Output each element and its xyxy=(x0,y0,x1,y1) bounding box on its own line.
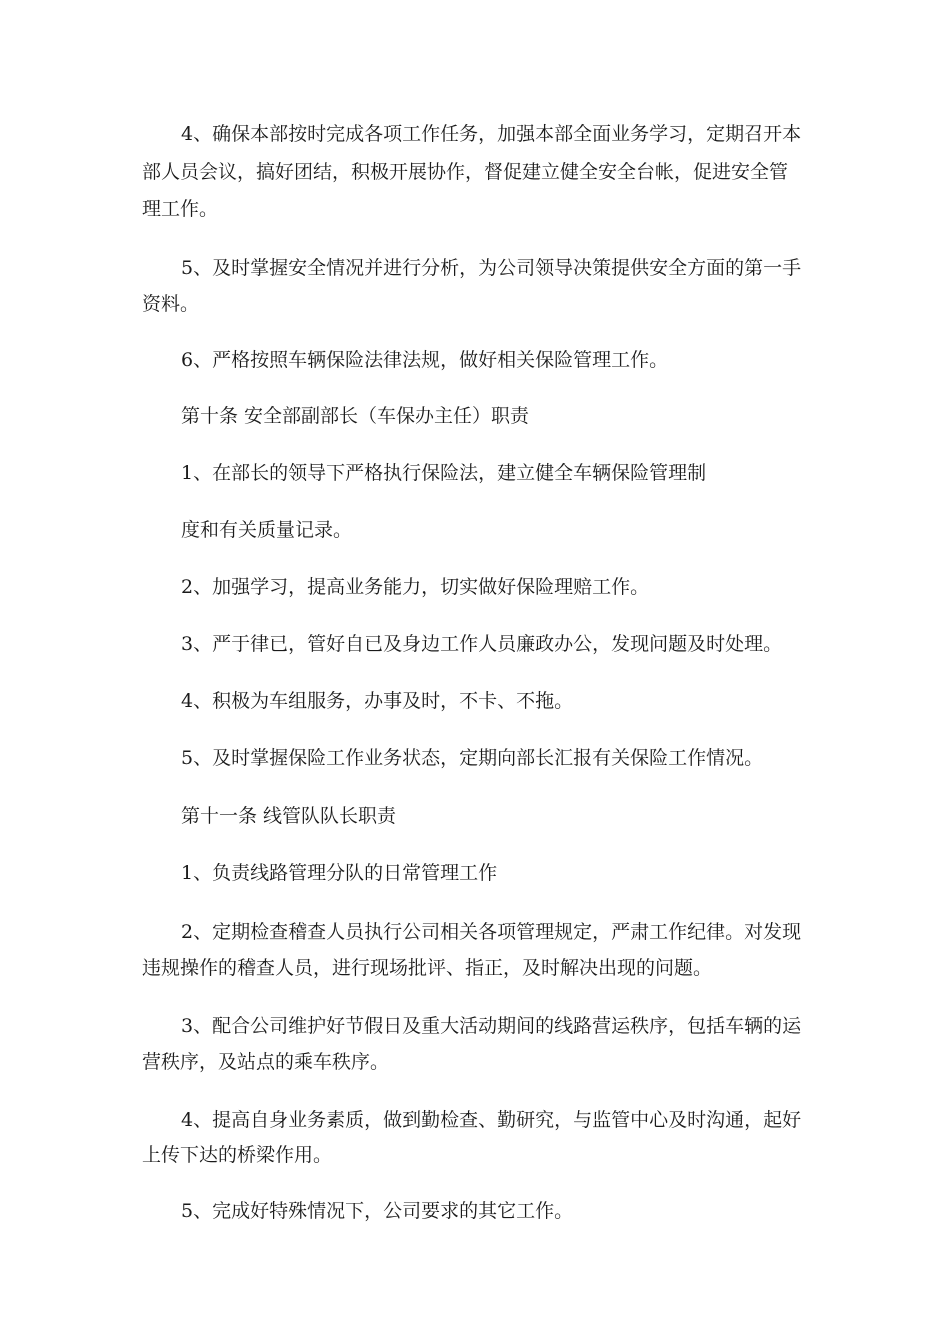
paragraph-line: 6、严格按照车辆保险法律法规，做好相关保险管理工作。 xyxy=(181,349,669,371)
paragraph-line: 营秩序，及站点的乘车秩序。 xyxy=(142,1051,390,1073)
paragraph-line: 2、加强学习，提高业务能力，切实做好保险理赔工作。 xyxy=(181,576,650,598)
paragraph-line: 度和有关质量记录。 xyxy=(181,519,353,541)
paragraph-line: 理工作。 xyxy=(142,198,219,220)
paragraph-line: 5、完成好特殊情况下，公司要求的其它工作。 xyxy=(181,1200,574,1222)
section-heading: 第十一条 线管队队长职责 xyxy=(181,805,397,827)
paragraph-line: 3、配合公司维护好节假日及重大活动期间的线路营运秩序，包括车辆的运 xyxy=(181,1015,802,1037)
paragraph-line: 违规操作的稽查人员，进行现场批评、指正，及时解决出现的问题。 xyxy=(142,957,713,979)
paragraph-line: 5、及时掌握安全情况并进行分析，为公司领导决策提供安全方面的第一手 xyxy=(181,257,802,279)
paragraph-line: 2、定期检查稽查人员执行公司相关各项管理规定，严肃工作纪律。对发现 xyxy=(181,921,802,943)
paragraph-line: 4、提高自身业务素质，做到勤检查、勤研究，与监管中心及时沟通，起好 xyxy=(181,1109,802,1131)
paragraph-line: 4、确保本部按时完成各项工作任务，加强本部全面业务学习，定期召开本 xyxy=(181,123,802,145)
paragraph-line: 3、严于律已，管好自已及身边工作人员廉政办公，发现问题及时处理。 xyxy=(181,633,783,655)
paragraph-line: 部人员会议，搞好团结，积极开展协作，督促建立健全安全台帐，促进安全管 xyxy=(142,161,789,183)
paragraph-line: 4、积极为车组服务，办事及时，不卡、不拖。 xyxy=(181,690,574,712)
paragraph-line: 1、负责线路管理分队的日常管理工作 xyxy=(181,862,498,884)
paragraph-line: 上传下达的桥梁作用。 xyxy=(142,1144,333,1166)
paragraph-line: 5、及时掌握保险工作业务状态，定期向部长汇报有关保险工作情况。 xyxy=(181,747,764,769)
paragraph-line: 资料。 xyxy=(142,293,200,315)
section-heading: 第十条 安全部副部长（车保办主任）职责 xyxy=(181,405,530,427)
paragraph-line: 1、在部长的领导下严格执行保险法，建立健全车辆保险管理制 xyxy=(181,462,707,484)
